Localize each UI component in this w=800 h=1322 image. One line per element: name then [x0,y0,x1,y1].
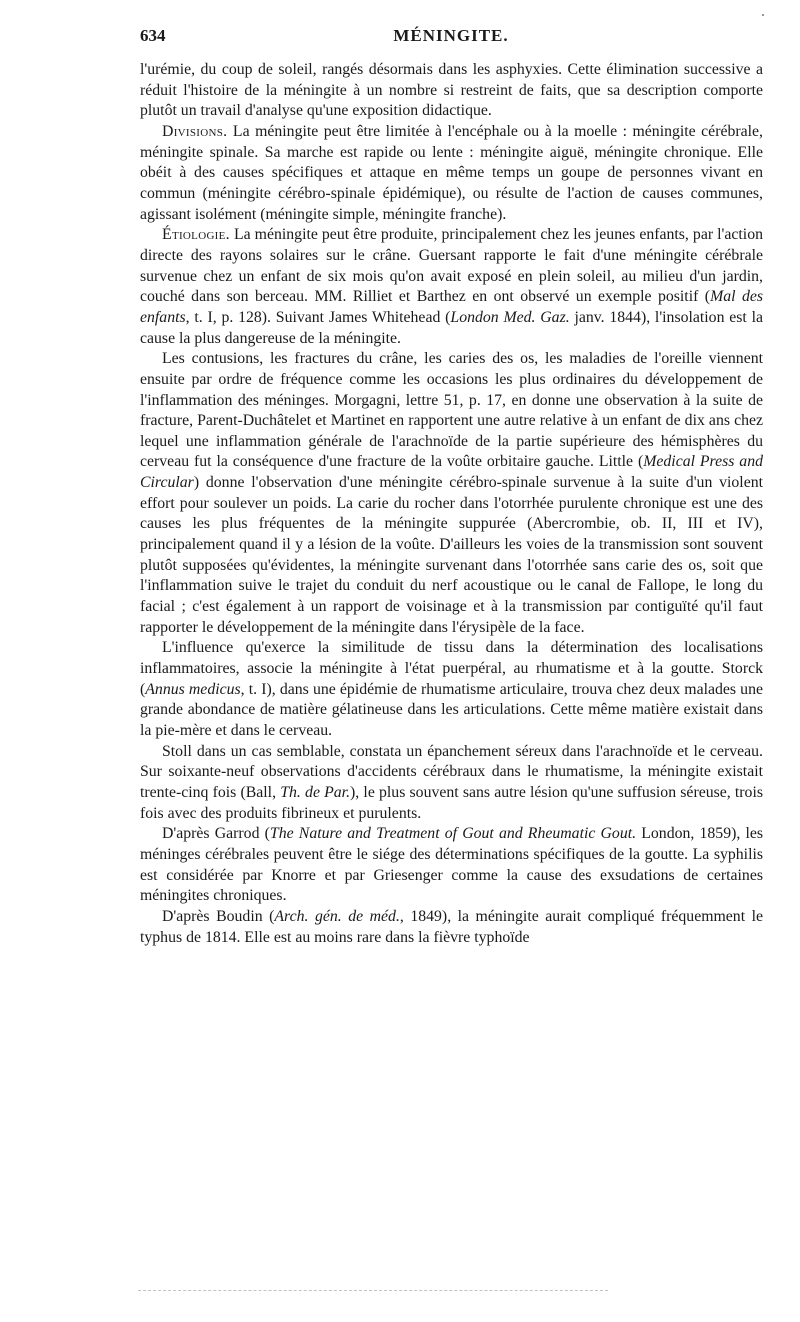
running-title: MÉNINGITE. [393,26,509,45]
text-run: Les contusions, les fractures du crâne, les caries des os, les maladies de l'oreille viennent ensuite par ordre de fréquence comme les occasions les plus ordinaires du développement de l'inflammation des méninges. Morgagni, lettre 51, p. 17, en donne une observation à la suite de fracture, Parent-Duchâtelet et Martinet en rapportent une autre relative à un enfant de dix ans chez lequel une inflammation générale de l'arachnoïde de la partie supérieure des hémisphères du cerveau fut la conséquence d'une fracture de la voûte orbitaire gauche. Little ( [140,350,763,471]
text-run: La méningite peut être limitée à l'encéphale ou à la moelle : méningite cérébrale, méningite spinale. Sa marche est rapide ou lente : méningite aiguë, méningite chronique. Elle obéit à des causes spécifiques et attaque en même temps un goupe de personnes vivant en commun (méningite cérébro-spinale épidémique), ou résulte de l'action de causes communes, agissant isolément (méningite simple, méningite franche). [140,122,763,223]
section-heading: Divisions. [162,122,228,140]
print-speck [762,14,764,16]
text-run: D'après Boudin ( [162,907,275,925]
text-run: l'urémie, du coup de soleil, rangés désormais dans les asphyxies. Cette élimination successive a réduit l'histoire de la méningite à un nombre si restreint de faits, que sa description comporte plutôt un travail d'analyse qu'une exposition didactique. [140,61,763,120]
italic-citation: Th. de Par. [280,783,351,801]
body-text [140,60,763,948]
text-run: London, 1859), les méninges cérébrales peuvent être le siége des déterminations spécifiques de la goutte. La syphilis est considérée par Knorre et par Griesenger comme la cause des exsudations de certaines méningites chroniques. [140,825,764,905]
page-number: 634 [140,26,166,45]
text-run: Stoll dans un cas semblable, constata un épanchement séreux dans l'arachnoïde et le cerveau. Sur soixante-neuf observations d'accidents cérébraux dans le rhumatisme, la méningite existait trente-cinq fois (Ball, [140,742,763,801]
text-run: L'influence qu'exerce la similitude de tissu dans la détermination des localisations inflammatoires, associe la méningite à l'état puerpéral, au rhumatisme et à la goutte. Storck ( [140,639,763,698]
section-heading: Étiologie. [162,226,230,244]
text-run: D'après Garrod ( [162,825,270,843]
text-run: ), le plus souvent sans autre lésion qu'une suffusion séreuse, trois fois avec des produits fibrineux et purulents. [140,783,763,822]
paragraph-p4 [140,349,763,638]
paragraph-p6 [140,742,763,825]
italic-citation: Arch. gén. de méd. [274,907,400,925]
text-run: , t. I), dans une épidémie de rhumatisme articulaire, trouva chez deux malades une grande abondance de matière gélatineuse dans les articulations. Cette même matière existait dans la pie-mère et dans le cerveau. [140,680,763,739]
italic-citation: London Med. Gaz. [450,308,570,326]
paragraph-p8 [140,907,763,948]
paragraph-p2 [140,122,763,225]
text-run: ) donne l'observation d'une méningite cérébro-spinale survenue à la suite d'un violent effort pour soulever un poids. La carie du rocher dans l'otorrhée purulente chronique est une des causes les plus fréquentes de la méningite suppurée (Abercrombie, ob. II, III et IV), principalement quand il y a lésion de la voûte. D'ailleurs les voies de la transmission sont souvent plutôt supposées qu'évidentes, la méningite survenant dans l'otorrhée sans carie des os, soit que l'inflammation suive le trajet du conduit du nerf acoustique ou le canal de Fallope, le long du facial ; c'est également à un rapport de voisinage et à la transmission par contiguïté qu'il faut rapporter le développement de la méningite dans l'érysipèle de la face. [140,474,763,636]
paragraph-p7 [140,824,763,907]
text-run: La méningite peut être produite, principalement chez les jeunes enfants, par l'action directe des rayons solaires sur le crâne. Guersant rapporte le fait d'une méningite cérébrale survenue chez un enfant de six mois qu'on avait exposé en plein soleil, au milieu d'un jardin, couché dans son berceau. MM. Rilliet et Barthez en ont observé un exemple positif ( [140,226,763,306]
paragraph-p5 [140,638,763,741]
italic-citation: The Nature and Treatment of Gout and Rheumatic Gout. [269,825,637,843]
italic-citation: Medical Press and Circular [140,453,763,492]
paragraph-p1 [140,60,763,122]
footer-rule [138,1290,608,1291]
paragraph-p3 [140,225,763,349]
text-run: janv. 1844), l'insolation est la cause la plus dangereuse de la méningite. [140,308,763,347]
text-run: , t. I, p. 128). Suivant James Whitehead ( [185,308,451,326]
italic-citation: Annus medicus [145,680,241,698]
italic-citation: Mal des enfants [140,288,764,326]
page-header [140,26,762,54]
text-run: , 1849), la méningite aurait compliqué fréquemment le typhus de 1814. Elle est au moins rare dans la fièvre typhoïde [140,907,763,946]
